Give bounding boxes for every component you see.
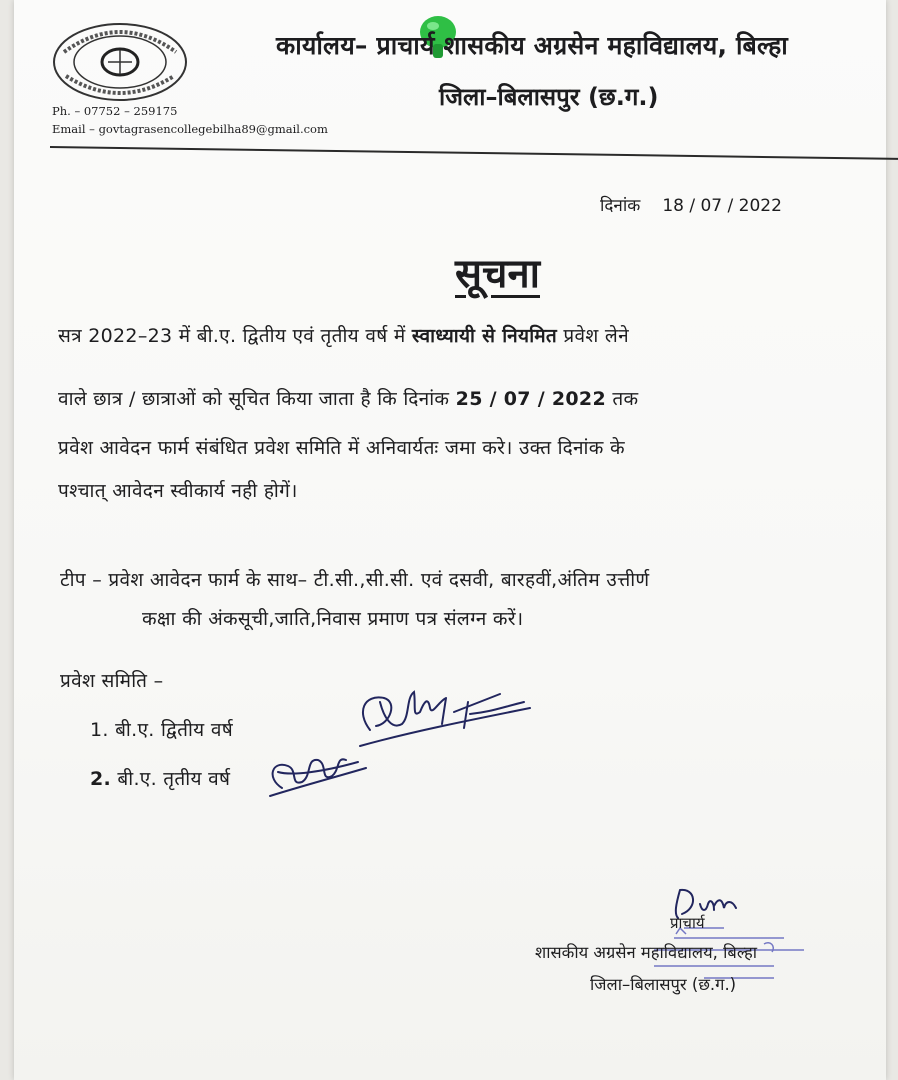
body-text: तक [605, 388, 639, 410]
body-text: प्रवेश लेने [557, 325, 629, 347]
office-heading: कार्यालय– प्राचार्य शासकीय अग्रसेन महाविद्यालय, बिल्हा [276, 31, 788, 60]
tip-line-1: टीप – प्रवेश आवेदन फार्म के साथ– टी.सी.,सी.सी. एवं दसवी, बारहवीं,अंतिम उत्तीर्ण [60, 569, 650, 591]
principal-college: शासकीय अग्रसेन महाविद्यालय, बिल्हा [535, 943, 757, 962]
date-value: 18 / 07 / 2022 [662, 196, 782, 216]
header-divider [50, 146, 898, 160]
body-emphasis: स्वाध्यायी से नियमित [411, 325, 558, 347]
body-line-1 [58, 322, 629, 348]
committee-item [90, 765, 230, 791]
principal-district: जिला–बिलासपुर (छ.ग.) [590, 975, 737, 994]
notice-date [600, 193, 782, 216]
committee-signature-2 [262, 742, 372, 800]
body-line-4: पश्चात् आवेदन स्वीकार्य नही होगें। [58, 480, 298, 502]
date-label: दिनांक [600, 196, 641, 216]
body-line-3: प्रवेश आवेदन फार्म संबंधित प्रवेश समिति में अनिवार्यतः जमा करे। उक्त दिनांक के [58, 437, 625, 459]
item-text: बी.ए. द्वितीय वर्ष [115, 719, 233, 741]
principal-title: प्राचार्य [670, 914, 705, 932]
body-text: सत्र 2022–23 में बी.ए. द्वितीय एवं तृतीय वर्ष में [58, 325, 412, 347]
body-line-2 [58, 385, 638, 411]
committee-item [90, 716, 233, 742]
college-seal-logo [50, 22, 190, 104]
notice-title: सूचना [455, 251, 540, 297]
item-number: 2. [90, 768, 112, 790]
item-number: 1. [90, 719, 109, 741]
body-text: वाले छात्र / छात्राओं को सूचित किया जाता है कि दिनांक [58, 388, 456, 410]
district-heading: जिला–बिलासपुर (छ.ग.) [439, 83, 659, 111]
committee-label: प्रवेश समिति – [60, 670, 164, 692]
tip-line-2: कक्षा की अंकसूची,जाति,निवास प्रमाण पत्र संलग्न करें। [142, 608, 524, 630]
notice-page [14, 0, 886, 1080]
committee-signature-1 [350, 672, 540, 750]
item-text: बी.ए. तृतीय वर्ष [117, 768, 231, 790]
phone-number: Ph. – 07752 – 259175 [52, 104, 178, 118]
deadline-date: 25 / 07 / 2022 [455, 388, 606, 410]
email-address: Email – govtagrasencollegebilha89@gmail.com [52, 122, 328, 136]
